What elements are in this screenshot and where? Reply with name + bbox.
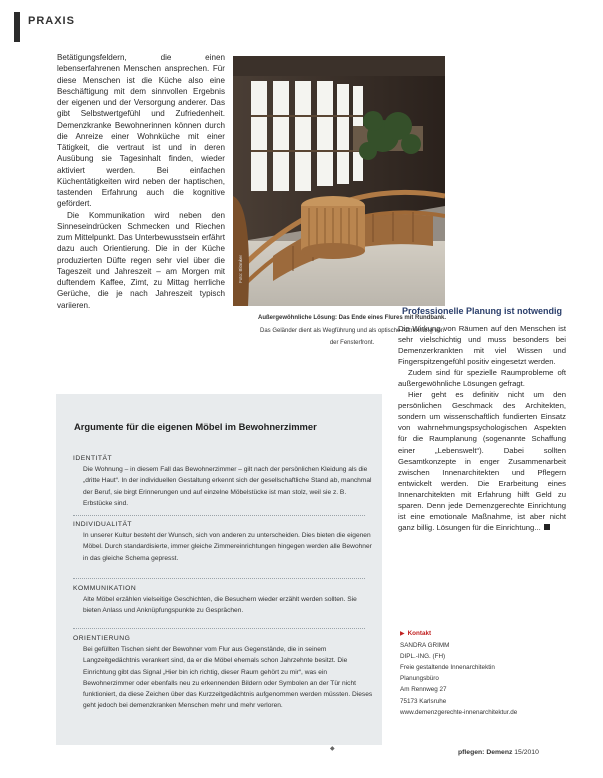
contact-street: Am Rennweg 27 — [400, 686, 447, 694]
divider — [73, 628, 365, 629]
right-body — [398, 323, 566, 533]
info-box — [56, 394, 382, 745]
page-footer — [458, 749, 539, 756]
left-paragraph-1: Betätigungsfeldern, die einen lebenserfahrenen Menschen ansprechen. Für diese Menschen ist die Küche also eine Beschäftigung mit dem sinnvollen Ergebnis der eigenen und der Versorgung anderer. Das gibt Selbstwertgefühl und Zufriedenheit. Demenzkranke Bewohnerinnen können durch die Anreize einer Wohnküche mit einer Tätigkeit, die vertraut ist und in deren Ausübung sie Tagesinhalt finden, wieder aktiviert werden. Bei einfachen Küchentätigkeiten wird neben der haptischen, tastenden Erfahrung auch die kognitive gefördert. — [57, 53, 225, 209]
contact-block — [400, 628, 565, 718]
section-text: In unserer Kultur besteht der Wunsch, sich von anderen zu unterscheiden. Dies bieten die eigenen Möbel. Durch standardisierte, immer gleiche Zimmereinrichtungen hingegen werden alle Bewohner in das gleiche Schema gepresst. — [83, 532, 372, 562]
box-section-individuality — [73, 520, 373, 564]
page-number: 15/2010 — [514, 749, 539, 756]
box-section-identity — [73, 454, 373, 509]
caption-bold: Außergewöhnliche Lösung: Das Ende eines Flures mit Rundbank. — [257, 315, 447, 321]
left-column-text — [57, 52, 225, 311]
box-section-orientation — [73, 634, 373, 712]
magazine-name: pflegen: Demenz — [458, 749, 513, 756]
section-text: Alte Möbel erzählen vielseitige Geschichten, die Besuchern wieder erzählt werden sollten. Sie bieten Anlass und Anknüpfungspunkte zu Gesprächen. — [83, 596, 357, 615]
contact-role: Freie gestaltende Innenarchitektin — [400, 664, 495, 672]
box-section-communication — [73, 584, 373, 617]
triangle-icon: ▶ — [400, 631, 405, 637]
section-heading: ORIENTIERUNG — [73, 635, 131, 642]
end-mark-icon — [544, 524, 550, 530]
contact-website[interactable]: www.demenzgerechte-innenarchitektur.de — [400, 708, 518, 716]
photo-corridor-bench — [233, 56, 445, 306]
caption-text: Das Geländer dient als Wegführung und als optische Abtrennung von der Fensterfront. — [259, 327, 444, 346]
right-paragraph-3-text: Hier geht es definitiv nicht um den persönlichen Geschmack des Architekten, sondern um wissenschaftlich fundierten Einsatz von wahrnehmungspsychologischen Aspekten für die Raumplanung (sogenannte Schaffung einer „Lebenswelt“). Dabei sollten Gesamtkonzepte in enger Zusammenarbeit zwischen Innenarchitekten und Pflegern entwickelt werden. Die Erarbeitung eines Innenarchitekten mit Erfahrung hilft Geld zu sparen. Denn jede Demenzgerechte Einrichtung ist eine emotionale Maßnahme, ist aber nicht ganz billig. Lösungen für die Einrichtung... — [398, 390, 566, 532]
contact-degree: DIPL.-ING. (FH) — [400, 653, 446, 661]
contact-city: 75173 Karlsruhe — [400, 697, 447, 705]
section-heading: INDIVIDUALITÄT — [73, 521, 133, 528]
divider — [73, 515, 365, 516]
right-paragraph-1: Die Wirkung von Räumen auf den Menschen ist sehr vielschichtig und muss besonders bei Demenzerkrankten mit viel Wissen und Fingerspitzengefühl positiv eingesetzt werden. — [398, 324, 566, 367]
photo-credit: Foto: Blömker — [238, 255, 243, 284]
contact-office: Planungsbüro — [400, 675, 439, 683]
right-heading: Professionelle Planung ist notwendig — [401, 306, 563, 316]
right-paragraph-2: Zudem sind für spezielle Raumprobleme oft außergewöhnliche Lösungen gefragt. — [398, 368, 566, 389]
left-paragraph-2: Die Kommunikation wird neben den Sinneseindrücken Schmecken und Riechen zum Mittelpunkt. Das Unterbewusstsein erfährt dazu auch Orientierung. Die in der Küche produzierten Düfte regen sehr viel über die Tageszeit und Jahreszeit – am Morgen mit duftendem Kaffee, Zimt, zu Mittag herrliche Gerüche, die je nach Jahreszeit typisch variieren. — [57, 210, 225, 310]
section-heading: IDENTITÄT — [73, 455, 113, 462]
right-column — [398, 306, 566, 533]
contact-label: Kontakt — [407, 630, 432, 637]
section-heading: KOMMUNIKATION — [73, 585, 137, 592]
section-marker-bar — [14, 12, 20, 42]
right-paragraph-3 — [398, 389, 566, 533]
box-title: Argumente für die eigenen Möbel im Bewohnerzimmer — [74, 421, 317, 432]
center-mark-icon: ◆ — [330, 746, 335, 752]
divider — [73, 578, 365, 579]
section-text: Bei gefüllten Tischen sieht der Bewohner vom Flur aus Gegenstände, die in seinem Langzeitgedächtnis verankert sind, da er die Möbel ehemals schon Jahrzehnte besitzt. Die Einrichtung gibt das Signal „Hier bin ich richtig, dieser Raum gehört zu mir“, was ein Bewohnerzimmer oder ebenfalls neu zu erkennenden Bildern oder Symbolen an der Tür nicht funktioniert, da diese Zeichen über das Kurzzeitgedächtnis aufgenommen werden müssten. Dieses geht jedoch bei demenzkranken Menschen mehr und mehr verloren. — [83, 646, 373, 710]
section-header: PRAXIS — [28, 15, 75, 27]
contact-name: SANDRA GRIMM — [400, 642, 450, 650]
section-text: Die Wohnung – in diesem Fall das Bewohnerzimmer – gilt nach der persönlichen Kleidung als die „dritte Haut“. In der individuellen Gestaltung erkennt sich der gesellschaftliche Stand ab, manchmal der Beruf, sie birgt Erinnerungen und auf einzelne Möbelstücke ist man stolz, weil sie z. B. Erbstücke sind. — [83, 466, 372, 507]
